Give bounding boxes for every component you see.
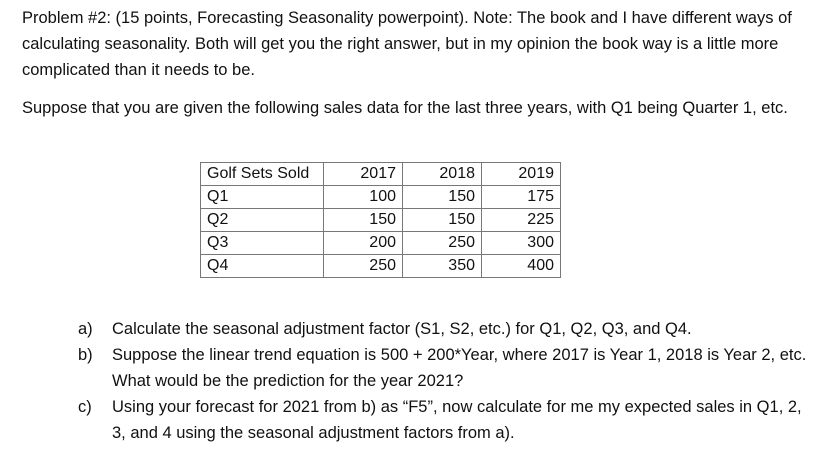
question-item	[78, 316, 808, 342]
data-description: Suppose that you are given the following sales data for the last three years, with Q1 being Quarter 1, etc.	[22, 99, 788, 117]
question-item	[78, 394, 808, 446]
table-cell: 175	[482, 186, 561, 209]
row-label: Q1	[201, 186, 324, 209]
table-row	[201, 209, 561, 232]
question-marker: b)	[78, 346, 93, 364]
header-cell: 2017	[324, 163, 403, 186]
sales-table	[200, 162, 561, 278]
table-cell: 150	[403, 209, 482, 232]
question-text: Suppose the linear trend equation is 500 + 200*Year, where 2017 is Year 1, 2018 is Year 2, etc. What would be the prediction for the year 2021?	[112, 346, 807, 390]
problem-intro: Problem #2: (15 points, Forecasting Seasonality powerpoint). Note: The book and I have different ways of calculating seasonality. Both will get you the right answer, but in my opinion the book way is a little more complicated than it needs to be.	[22, 9, 792, 79]
question-text: Calculate the seasonal adjustment factor (S1, S2, etc.) for Q1, Q2, Q3, and Q4.	[112, 320, 692, 338]
table-cell: 225	[482, 209, 561, 232]
row-label: Q3	[201, 232, 324, 255]
question-list	[78, 316, 808, 446]
header-cell: Golf Sets Sold	[201, 163, 324, 186]
table-row	[201, 255, 561, 278]
question-text: Using your forecast for 2021 from b) as “F5”, now calculate for me my expected sales in Q1, 2, 3, and 4 using the seasonal adjustment factors from a).	[112, 398, 802, 442]
question-item	[78, 342, 808, 394]
question-marker: c)	[78, 398, 92, 416]
table-cell: 400	[482, 255, 561, 278]
table-cell: 250	[324, 255, 403, 278]
question-marker: a)	[78, 320, 93, 338]
table-cell: 150	[403, 186, 482, 209]
table-row	[201, 186, 561, 209]
table-cell: 150	[324, 209, 403, 232]
table-cell: 250	[403, 232, 482, 255]
table-cell: 200	[324, 232, 403, 255]
row-label: Q4	[201, 255, 324, 278]
row-label: Q2	[201, 209, 324, 232]
table-cell: 350	[403, 255, 482, 278]
table-cell: 100	[324, 186, 403, 209]
table-header-row	[201, 163, 561, 186]
table-cell: 300	[482, 232, 561, 255]
header-cell: 2019	[482, 163, 561, 186]
header-cell: 2018	[403, 163, 482, 186]
table-row	[201, 232, 561, 255]
